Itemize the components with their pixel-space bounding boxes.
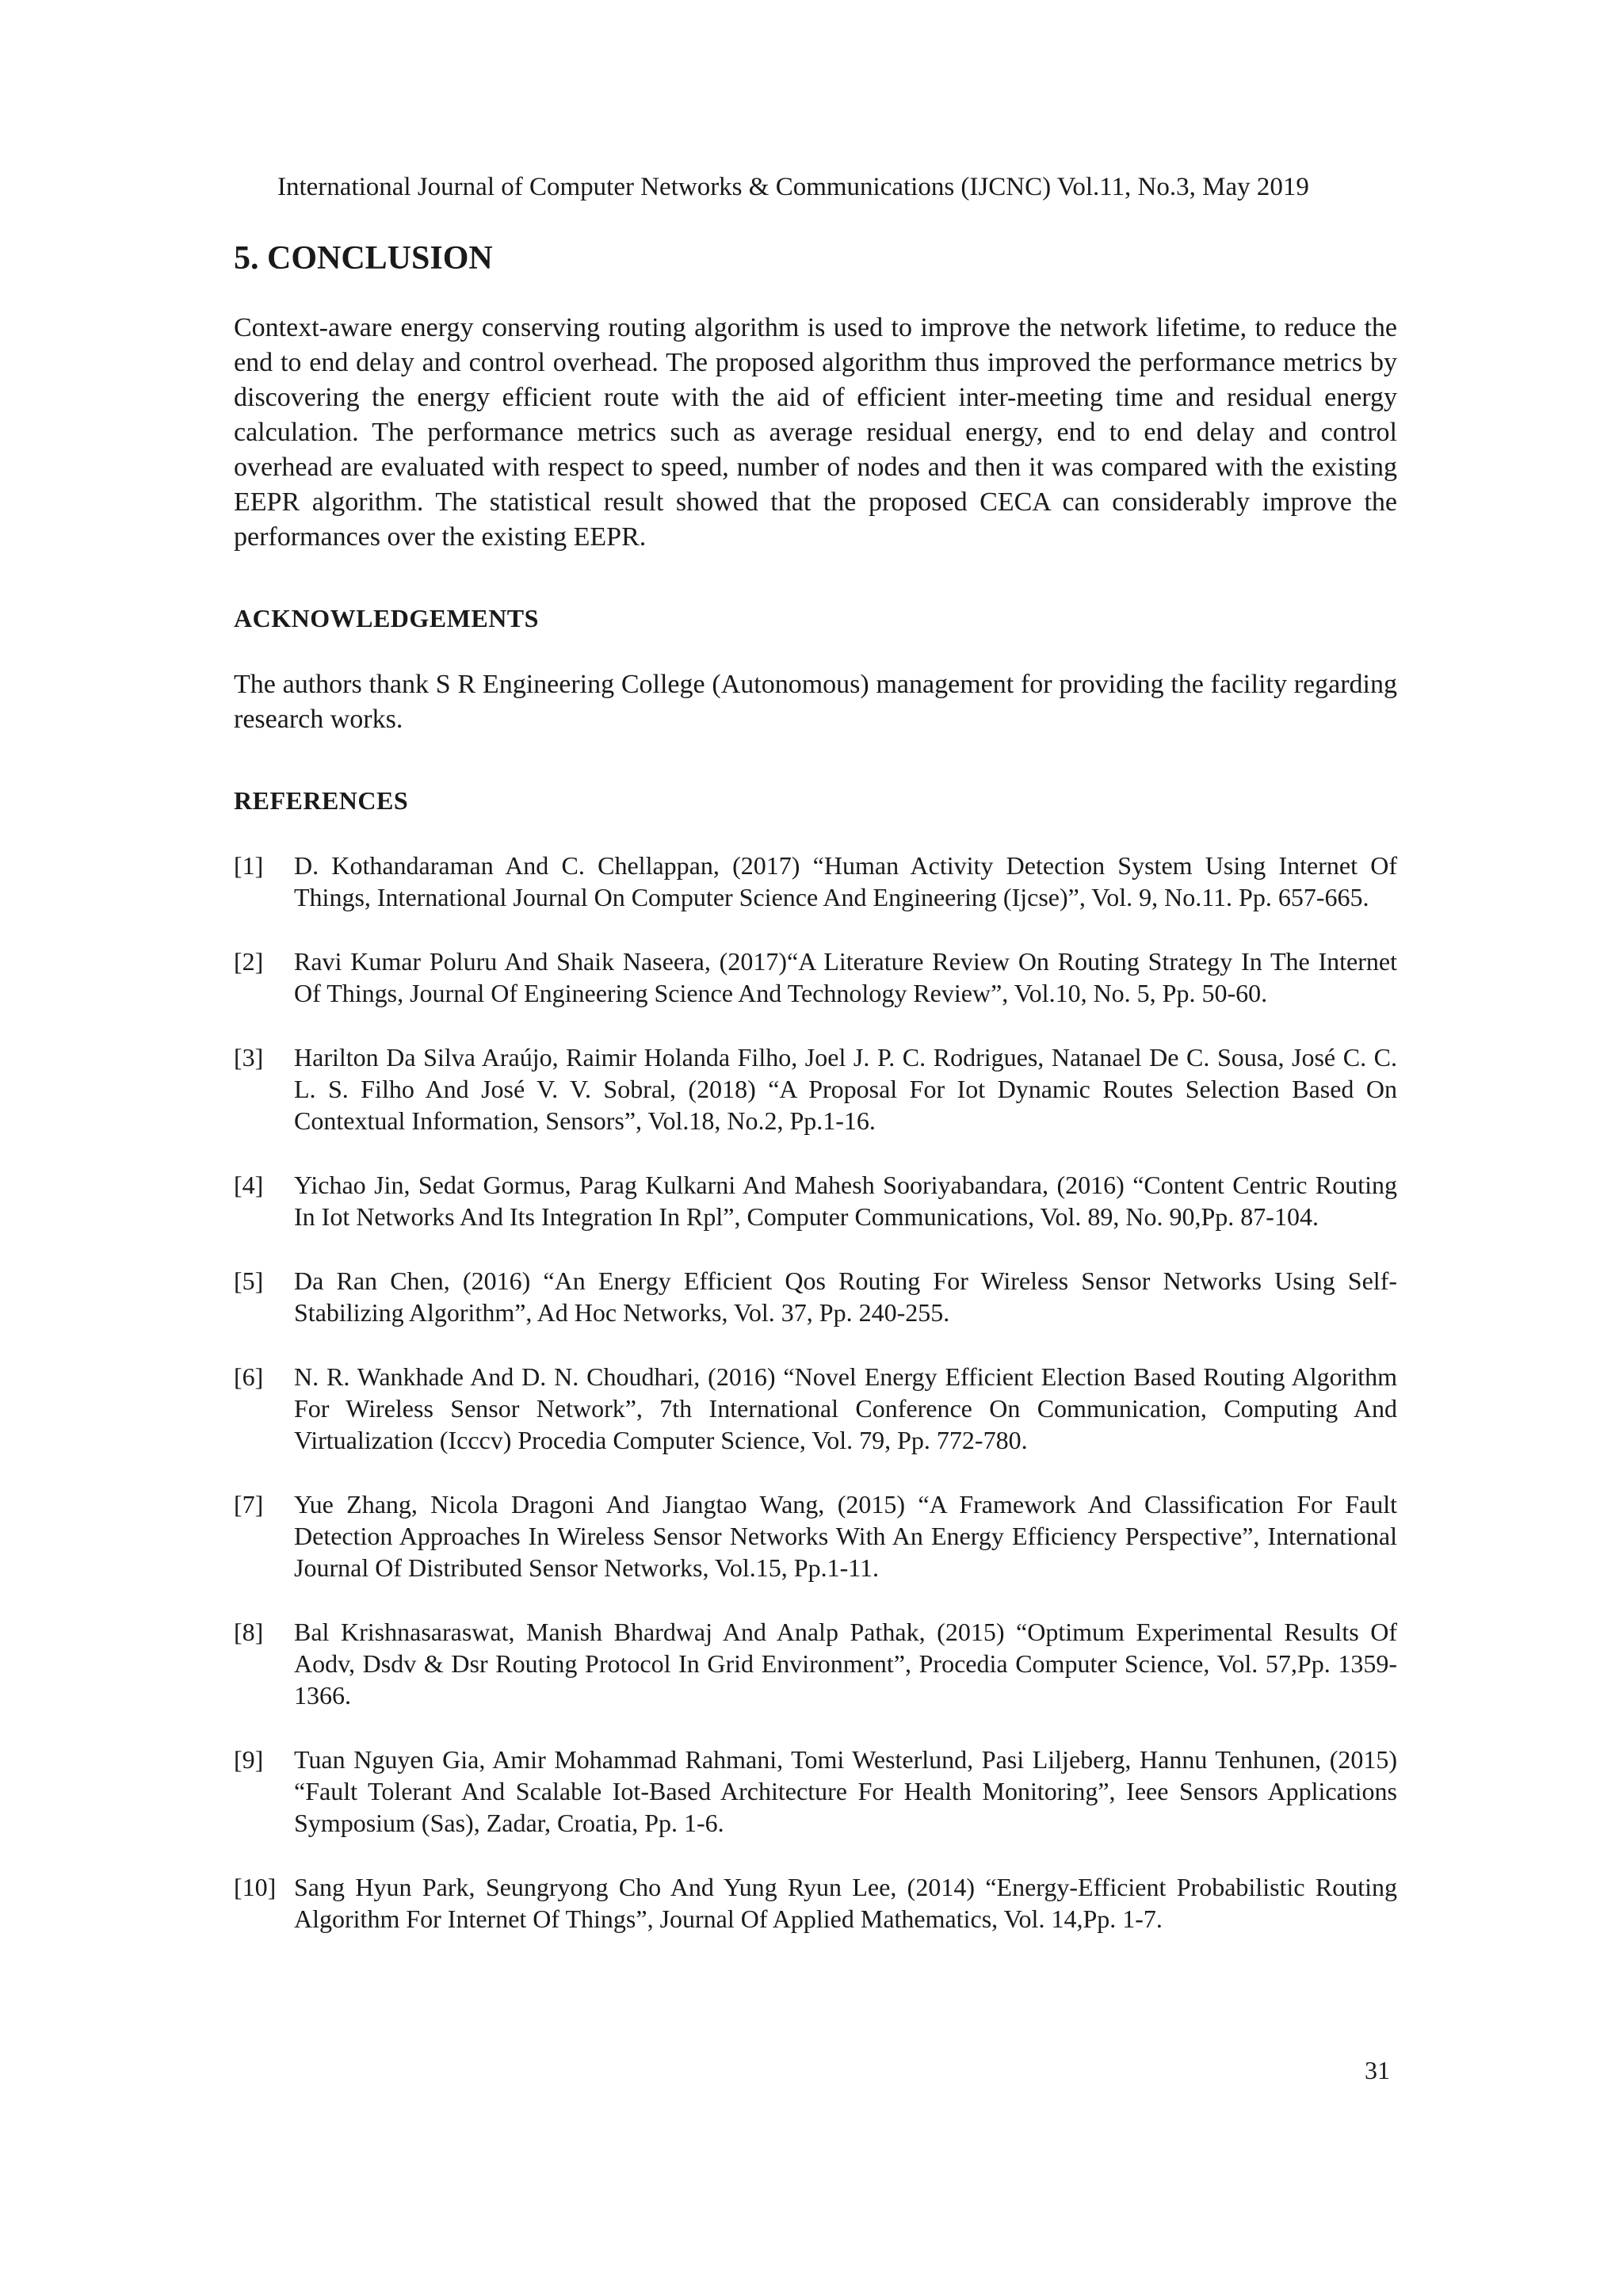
reference-text: Da Ran Chen, (2016) “An Energy Efficient Qos Routing For Wireless Sensor Networks Using Self-Stabilizing Algorithm”, Ad Hoc Networks, Vol. 37, Pp. 240-255. <box>294 1266 1397 1327</box>
reference-number: [8] <box>234 1618 264 1646</box>
reference-item <box>234 1871 1397 1935</box>
reference-item <box>234 1361 1397 1456</box>
reference-item <box>234 850 1397 913</box>
reference-item <box>234 1488 1397 1584</box>
reference-text: Yue Zhang, Nicola Dragoni And Jiangtao Wang, (2015) “A Framework And Classification For Fault Detection Approaches In Wireless Sensor Networks With An Energy Efficiency Perspective”, International Journal Of Distributed Sensor Networks, Vol.15, Pp.1-11. <box>294 1490 1397 1582</box>
reference-number: [9] <box>234 1745 264 1774</box>
reference-item <box>234 1265 1397 1328</box>
reference-text: Tuan Nguyen Gia, Amir Mohammad Rahmani, Tomi Westerlund, Pasi Liljeberg, Hannu Tenhunen, (2015) “Fault Tolerant And Scalable Iot-Based Architecture For Health Monitoring”, Ieee Sensors Applications Symposium (Sas), Zadar, Croatia, Pp. 1-6. <box>294 1745 1397 1837</box>
reference-item <box>234 1744 1397 1839</box>
reference-text: Bal Krishnasaraswat, Manish Bhardwaj And Analp Pathak, (2015) “Optimum Experimental Results Of Aodv, Dsdv & Dsr Routing Protocol In Grid Environment”, Procedia Computer Science, Vol. 57,Pp. 1359-1366. <box>294 1618 1397 1710</box>
conclusion-paragraph: Context-aware energy conserving routing algorithm is used to improve the network lifetime, to reduce the end to end delay and control overhead. The proposed algorithm thus improved the performance metrics by discovering the energy efficient route with the aid of efficient inter-meeting time and residual energy calculation. The performance metrics such as average residual energy, end to end delay and control overhead are evaluated with respect to speed, number of nodes and then it was compared with the existing EEPR algorithm. The statistical result showed that the proposed CECA can considerably improve the performances over the existing EEPR. <box>234 313 1397 552</box>
reference-item <box>234 1169 1397 1232</box>
reference-number: [5] <box>234 1266 264 1295</box>
acknowledgements-heading: ACKNOWLEDGEMENTS <box>234 604 539 632</box>
reference-text: Yichao Jin, Sedat Gormus, Parag Kulkarni And Mahesh Sooriyabandara, (2016) “Content Centric Routing In Iot Networks And Its Integration In Rpl”, Computer Communications, Vol. 89, No. 90,Pp. 87-104. <box>294 1171 1397 1231</box>
reference-number: [1] <box>234 851 264 880</box>
conclusion-section <box>234 238 1397 555</box>
reference-number: [10] <box>234 1873 277 1901</box>
reference-number: [6] <box>234 1362 264 1391</box>
references-section <box>234 783 1397 1935</box>
reference-list <box>234 850 1397 1935</box>
reference-text: Sang Hyun Park, Seungryong Cho And Yung Ryun Lee, (2014) “Energy-Efficient Probabilistic Routing Algorithm For Internet Of Things”, Journal Of Applied Mathematics, Vol. 14,Pp. 1-7. <box>294 1873 1397 1933</box>
reference-item <box>234 1616 1397 1711</box>
conclusion-heading: 5. CONCLUSION <box>234 240 493 277</box>
reference-number: [3] <box>234 1043 264 1072</box>
reference-item <box>234 1041 1397 1137</box>
page-content <box>234 238 1397 1967</box>
acknowledgements-section <box>234 601 1397 737</box>
reference-number: [4] <box>234 1171 264 1199</box>
reference-item <box>234 946 1397 1009</box>
references-heading: REFERENCES <box>234 786 409 815</box>
reference-number: [2] <box>234 947 264 976</box>
reference-number: [7] <box>234 1490 264 1519</box>
running-header: International Journal of Computer Networks & Communications (IJCNC) Vol.11, No.3, May 2019 <box>277 173 1309 201</box>
reference-text: Ravi Kumar Poluru And Shaik Naseera, (2017)“A Literature Review On Routing Strategy In The Internet Of Things, Journal Of Engineering Science And Technology Review”, Vol.10, No. 5, Pp. 50-60. <box>294 947 1397 1007</box>
acknowledgements-paragraph: The authors thank S R Engineering College (Autonomous) management for providing the facility regarding research works. <box>234 670 1397 734</box>
reference-text: D. Kothandaraman And C. Chellappan, (2017) “Human Activity Detection System Using Internet Of Things, International Journal On Computer Science And Engineering (Ijcse)”, Vol. 9, No.11. Pp. 657-665. <box>294 851 1397 911</box>
reference-text: N. R. Wankhade And D. N. Choudhari, (2016) “Novel Energy Efficient Election Based Routing Algorithm For Wireless Sensor Network”, 7th International Conference On Communication, Computing And Virtualization (Icccv) Procedia Computer Science, Vol. 79, Pp. 772-780. <box>294 1362 1397 1454</box>
reference-text: Harilton Da Silva Araújo, Raimir Holanda Filho, Joel J. P. C. Rodrigues, Natanael De C. Sousa, José C. C. L. S. Filho And José V. V. Sobral, (2018) “A Proposal For Iot Dynamic Routes Selection Based On Contextual Information, Sensors”, Vol.18, No.2, Pp.1-16. <box>294 1043 1397 1135</box>
page-number: 31 <box>1365 2056 1390 2084</box>
